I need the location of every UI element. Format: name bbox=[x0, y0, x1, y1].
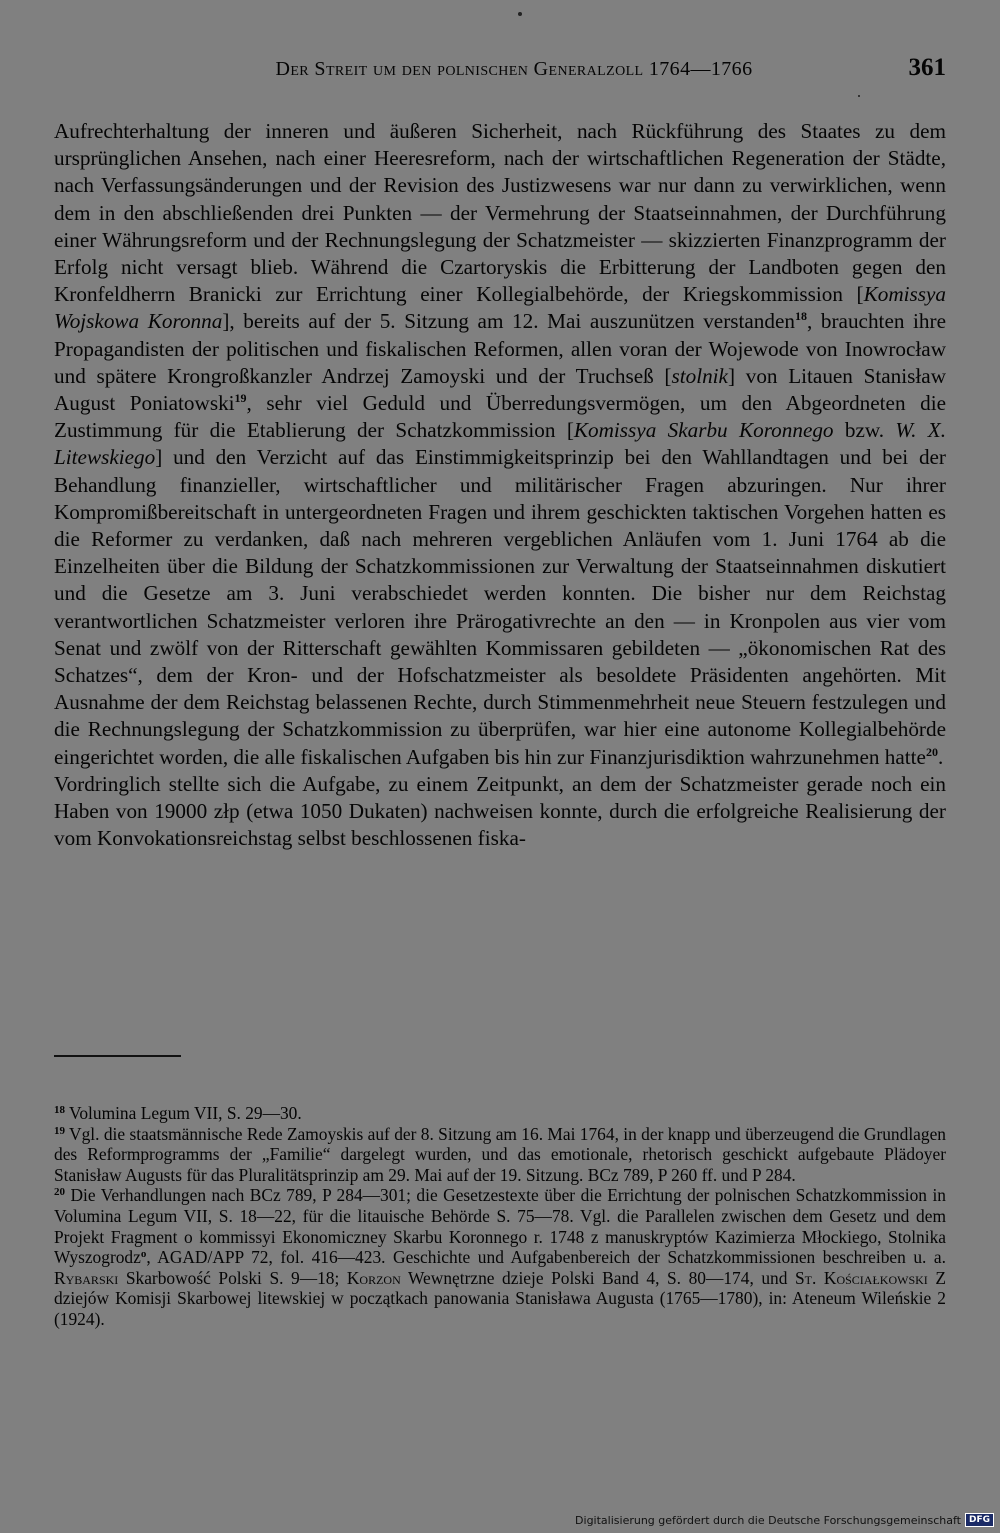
digitization-credit bbox=[575, 1511, 994, 1529]
footnote-ref: 20 bbox=[925, 744, 938, 759]
paragraph bbox=[54, 118, 946, 771]
footnote-text: , AGAD/APP 72, fol. 416—423. Geschichte und Aufgabenbereich der Schatzkommissionen beschreiben u. a. bbox=[146, 1247, 946, 1268]
page-number: 361 bbox=[908, 54, 946, 81]
footnote-text: Skarbowość Polski S. 9—18; bbox=[118, 1267, 347, 1288]
italic-term: W. X. Litewskiego bbox=[54, 418, 946, 470]
page-header bbox=[54, 54, 946, 92]
footnote-number: 19 bbox=[54, 1124, 65, 1137]
text-run: ], bereits auf der 5. Sitzung am 12. Mai auszunützen verstanden bbox=[222, 309, 795, 334]
scan-speck bbox=[858, 95, 860, 97]
text-run: , brauchten ihre Propagandisten der politischen und fiskalischen Reformen, allen voran der Wojewode von Inowrocław und spätere Krongroßkanzler Andrzej Zamoyski und der Truchseß [ bbox=[54, 309, 946, 388]
footnote bbox=[54, 1185, 946, 1329]
footnote-ref: 19 bbox=[234, 391, 247, 406]
text-run: bzw. bbox=[833, 418, 896, 443]
text-run: . bbox=[937, 744, 944, 769]
main-text bbox=[54, 118, 946, 852]
author-name: St. Kościałkowski bbox=[795, 1267, 928, 1288]
footnote-text: Die Verhandlungen nach BCz 789, P 284—301; die Gesetzestexte über die Errichtung der polnischen Schatzkommission in Volumina Legum VII, S. 18—22, für die litauische Behörde S. 75—78. Vgl. die Parallelen zwischen dem Gesetz und dem Projekt Fragment o kommissyi Ekonomiczney Skarbu Koronnego r. 1748 z manuskryptów Kazimierza Młockiego, Stolnika Wyszogrodz bbox=[54, 1185, 946, 1268]
paragraph bbox=[54, 771, 946, 853]
italic-term: Komissya Wojskowa Koronna bbox=[54, 282, 946, 334]
text-run: ] und den Verzicht auf das Einstimmigkeitsprinzip bei den Wahllandtagen und bei der Behandlung finanzieller, wirtschaftlicher und militärischer Fragen abzuringen. Nur ihrer Kompromißbereitschaft in untergeordneten Fragen und ihrem geschickten taktischen Vorgehen hatten es die Reformer zu verdanken, daß nach mehreren vergeblichen Anläufen vom 1. Juni 1764 ab die Einzelheiten über die Bildung der Schatzkommissionen zur Verwaltung der Staatseinnahmen diskutiert und die Gesetze am 3. Juni verabschiedet werden konnten. Die bisher nur dem Reichstag verantwortlichen Schatzmeister verloren ihre Prärogativrechte an den — in Kronpolen aus vier vom Senat und zwölf von der Ritterschaft gewählten Kommissaren gebildeten — „ökonomischen Rat des Schatzes“, dem der Kron- und der Hofschatzmeister als besoldete Präsidenten angehörten. Mit Ausnahme der dem Reichstag belassenen Rechte, durch Stimmenmehrheit neue Steuern festzulegen und die Rechnungslegung der Schatzkommission zu überprüfen, war hier eine autonome Kollegialbehörde eingerichtet worden, die alle fiskalischen Aufgaben bis hin zur Finanzjurisdiktion wahrzunehmen hatte bbox=[54, 445, 946, 769]
footnote-number: 18 bbox=[54, 1104, 65, 1116]
footnote-ref: 18 bbox=[795, 309, 807, 324]
author-name: Rybarski bbox=[54, 1267, 119, 1288]
footnote-text: Vgl. die staatsmännische Rede Zamoyskis auf der 8. Sitzung am 16. Mai 1764, in der knapp und überzeugend die Grundlagen des Reformprogramms der „Familie“ dargelegt wurden, und das emotionale, rhetorisch geschickt aufgebaute Plädoyer Stanisław Augusts für das Pluralitätsprinzip am 29. Mai auf der 19. Sitzung. BCz 789, P 260 ff. und P 284. bbox=[54, 1123, 946, 1185]
footnote-text: Wewnętrzne dzieje Polski Band 4, S. 80—174, und bbox=[400, 1267, 795, 1288]
credit-text: Digitalisierung gefördert durch die Deutsche Forschungsgemeinschaft bbox=[575, 1513, 961, 1527]
italic-term: Komissya Skarbu Koronnego bbox=[573, 418, 834, 443]
footnote-text: Z dziejów Komisji Skarbowej litewskiej w początkach panowania Stanisława Augusta (1765—1780), in: Ateneum Wileńskie 2 (1924). bbox=[54, 1267, 946, 1329]
author-name: Korzon bbox=[346, 1267, 401, 1288]
footnote bbox=[54, 1124, 946, 1186]
footnote bbox=[54, 1103, 946, 1124]
text-run: ] von Litauen Stanisław August Poniatowski bbox=[54, 363, 946, 416]
footnote-text: Volumina Legum VII, S. 29—30. bbox=[65, 1103, 302, 1123]
footnotes bbox=[54, 1103, 946, 1330]
footnote-rule bbox=[54, 1055, 181, 1057]
dfg-logo: DFG bbox=[965, 1513, 994, 1527]
text-run: Vordringlich stellte sich die Aufgabe, zu einem Zeitpunkt, an dem der Schatzmeister gerade noch ein Haben von 19000 złp (etwa 1050 Dukaten) nachweisen konnte, durch die erfolgreiche Realisierung der vom Konvokationsreichstag selbst beschlossenen fiska- bbox=[54, 771, 946, 851]
superscript: o bbox=[140, 1248, 147, 1261]
italic-term: stolnik bbox=[671, 363, 728, 388]
running-title: Der Streit um den polnischen Generalzoll 1764—1766 bbox=[275, 58, 753, 80]
scan-speck bbox=[518, 12, 522, 16]
text-run: , sehr viel Geduld und Überredungsvermögen, um den Abgeordneten die Zustimmung für die Etablierung der Schatzkommission [ bbox=[54, 391, 946, 443]
footnote-number: 20 bbox=[54, 1186, 65, 1199]
text-run: Aufrechterhaltung der inneren und äußeren Sicherheit, nach Rückführung des Staates zu dem ursprünglichen Ansehen, nach einer Heeresreform, nach der wirtschaftlichen Regeneration der Städte, nach Verfassungsänderungen und der Revision des Justizwesens war nur dann zu verwirklichen, wenn dem in den abschließenden drei Punkten — der Vermehrung der Staatseinnahmen, der Durchführung einer Währungsreform und der Rechnungslegung der Schatzmeister — skizzierten Finanzprogramm der Erfolg nicht versagt blieb. Während die Czartoryskis die Erbitterung der Landboten gegen den Kronfeldherrn Branicki zur Errichtung einer Kollegialbehörde, der Kriegskommission [ bbox=[54, 119, 946, 307]
